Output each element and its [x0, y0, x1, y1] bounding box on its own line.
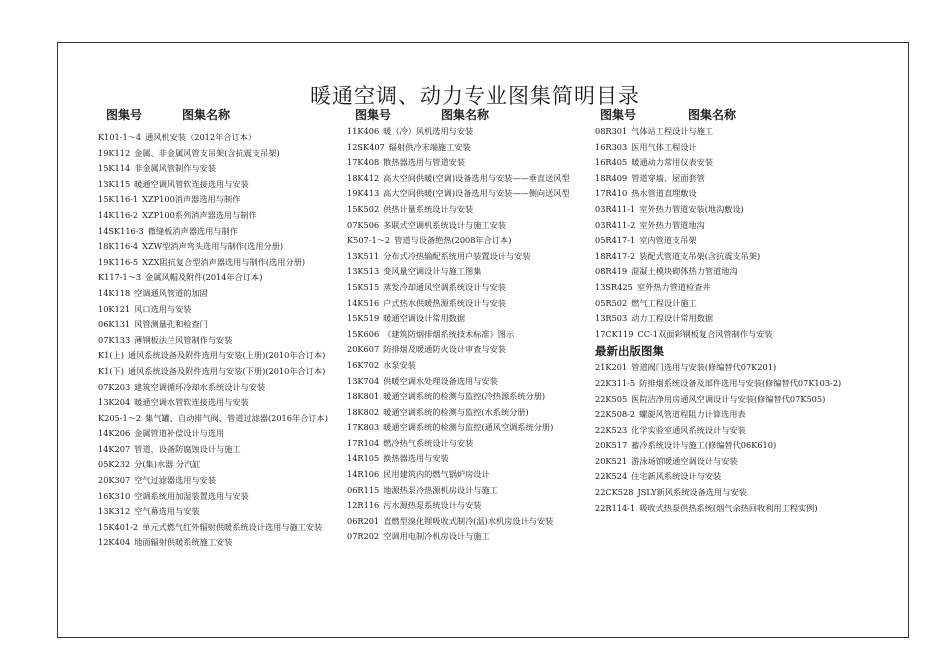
catalog-entry	[347, 498, 570, 514]
atlas-name: 单元式燃气红外辐射供暖系统设计选用与施工安装	[142, 521, 323, 532]
atlas-name: 通风机安装（2012年合订本）	[145, 132, 257, 142]
atlas-number: 17K803	[347, 422, 380, 433]
catalog-entry	[347, 420, 570, 436]
atlas-name: 空气幕选用与安装	[134, 506, 200, 517]
atlas-name: CC-1双面彩钢板复合风管制作与安装	[637, 328, 773, 339]
column-3-name-header: 图集名称	[688, 108, 737, 122]
atlas-name: 风管测量孔和检查门	[134, 319, 208, 330]
catalog-entry	[595, 469, 841, 485]
column-3-code-header: 图集号	[600, 108, 637, 122]
atlas-number: 18K412	[347, 172, 380, 183]
catalog-entry	[98, 535, 328, 551]
atlas-name: 暖通空调设计常用数据	[383, 313, 466, 324]
atlas-number: 18R417-2	[595, 250, 636, 261]
atlas-number: K1(下)	[98, 365, 124, 376]
catalog-entry	[98, 457, 328, 473]
atlas-number: 20K521	[595, 455, 628, 466]
catalog-entry	[98, 395, 328, 411]
atlas-name: 管道、设备防腐蚀设计与施工	[134, 443, 241, 454]
atlas-name: 分布式冷热输配系统用户装置设计与安装	[383, 250, 531, 261]
catalog-entry	[347, 483, 570, 499]
atlas-number: 17K408	[347, 157, 380, 168]
atlas-number: K117-1～3	[98, 272, 142, 283]
catalog-entry	[98, 239, 328, 255]
catalog-entry	[595, 311, 841, 327]
catalog-entry	[347, 467, 570, 483]
catalog-entry	[595, 360, 841, 376]
atlas-name: 气体站工程设计与施工	[631, 126, 714, 136]
atlas-name: 分(集)水器 分汽缸	[134, 459, 201, 470]
atlas-number: 21K201	[595, 362, 628, 373]
atlas-number: 16R405	[595, 157, 628, 168]
atlas-name: 辐射供冷末端施工安装	[388, 141, 471, 152]
catalog-entry	[347, 389, 570, 405]
atlas-name: 室内管道支吊架	[639, 235, 697, 246]
atlas-number: 07K133	[98, 334, 131, 345]
atlas-number: 20K307	[98, 475, 131, 486]
atlas-name: XZW型消声弯头选用与制作(选用分册)	[142, 241, 284, 252]
atlas-number: 22K524	[595, 471, 628, 482]
catalog-entry	[595, 171, 841, 187]
catalog-entry	[98, 473, 328, 489]
catalog-entry	[347, 358, 570, 374]
atlas-name: 高大空间供暖(空调)设备选用与安装——侧向送风型	[383, 188, 570, 199]
atlas-name: 供暖空调水处理设备选用与安装	[383, 375, 498, 386]
atlas-number: 16K702	[347, 359, 380, 370]
atlas-name: 管道穿墙、屋面套管	[631, 172, 705, 183]
atlas-number: K507-1～2	[347, 235, 391, 246]
atlas-number: K205-1～2	[98, 412, 142, 423]
atlas-name: 暖（冷）风机选用与安装	[383, 126, 474, 136]
atlas-number: 07K506	[347, 219, 380, 230]
catalog-entry	[347, 327, 570, 343]
atlas-name: 医院洁净用房通风空调设计与安装(修编替代07K505)	[631, 393, 826, 404]
catalog-entry	[595, 264, 841, 280]
atlas-name: 防排烟系统设备及部件选用与安装(修编替代07K103-2)	[639, 377, 842, 388]
atlas-name: 室外热力管道检查井	[636, 281, 711, 292]
catalog-column-3	[595, 124, 841, 516]
atlas-number: 13K312	[98, 506, 131, 517]
catalog-entry	[595, 485, 841, 501]
atlas-number: 19K116-5	[98, 256, 139, 267]
atlas-number: 11K406	[347, 126, 380, 136]
atlas-name: 暖通动力常用仪表安装	[631, 157, 714, 168]
atlas-number: 22K311-5	[595, 377, 636, 388]
catalog-entry	[98, 348, 328, 364]
atlas-name: 通风系统设备及附件选用与安装(上册)(2010年合订本)	[127, 350, 326, 361]
atlas-name: 螺旋风管道程阻力计算选用表	[639, 409, 746, 420]
atlas-number: 22K523	[595, 424, 628, 435]
atlas-name: 吸收式热泵供热系统(烟气余热回收利用工程实例)	[639, 502, 818, 513]
atlas-name: 直燃型溴化锂吸收式制冷(温)水机房设计与安装	[383, 515, 554, 526]
atlas-number: 05R502	[595, 297, 628, 308]
catalog-entry	[98, 380, 328, 396]
atlas-name: XZP100系列消声器选用与制作	[142, 209, 257, 220]
catalog-entry	[595, 249, 841, 265]
catalog-column-1	[98, 130, 328, 551]
atlas-name: 动力工程设计常用数据	[631, 313, 714, 324]
atlas-name: 管道阀门选用与安装(修编替代07K201)	[631, 362, 777, 373]
catalog-entry	[347, 436, 570, 452]
catalog-column-2	[347, 124, 570, 545]
atlas-number: 18K801	[347, 391, 380, 402]
atlas-number: 03R411-1	[595, 203, 636, 214]
catalog-entry	[595, 454, 841, 470]
atlas-name: 暖通空调风管软连接选用与安装	[134, 178, 249, 189]
atlas-name: 高大空间供暖(空调)设备选用与安装——垂直送风型	[383, 172, 570, 183]
catalog-entry	[98, 442, 328, 458]
catalog-entry	[98, 255, 328, 271]
atlas-number: 14K207	[98, 443, 131, 454]
catalog-entry	[595, 186, 841, 202]
catalog-entry	[347, 155, 570, 171]
atlas-number: 05K232	[98, 459, 131, 470]
atlas-number: 13K511	[347, 250, 380, 261]
atlas-number: K101-1～4	[98, 132, 142, 142]
atlas-number: 15K519	[347, 313, 380, 324]
column-1-code-header: 图集号	[106, 108, 143, 122]
catalog-entry	[347, 249, 570, 265]
catalog-entry	[347, 514, 570, 530]
atlas-number: 06R201	[347, 515, 380, 526]
catalog-entry	[595, 233, 841, 249]
catalog-entry	[347, 171, 570, 187]
catalog-entry	[595, 327, 841, 343]
atlas-number: 18K116-4	[98, 241, 139, 252]
atlas-name: 室外热力管道安装(地沟敷设)	[639, 203, 744, 214]
atlas-number: 20K607	[347, 344, 380, 355]
atlas-name: 燃冷热气系统设计与安装	[383, 437, 474, 448]
atlas-name: 暖通空调系统的检测与监控(冷热源系统分册)	[383, 391, 546, 402]
catalog-entry	[98, 224, 328, 240]
atlas-name: 金属管道补偿设计与选用	[134, 428, 225, 439]
atlas-number: 15K515	[347, 281, 380, 292]
atlas-number: 15K116-1	[98, 194, 139, 205]
catalog-entry	[98, 426, 328, 442]
atlas-name: XZX阻抗复合型消声器选用与制作(选用分册)	[142, 256, 306, 267]
atlas-number: 15K502	[347, 203, 380, 214]
catalog-entry	[98, 317, 328, 333]
catalog-entry	[595, 423, 841, 439]
atlas-name: 暖通空调系统的检测与监控(水系统分册)	[383, 406, 529, 417]
catalog-entry	[347, 342, 570, 358]
atlas-number: 07K203	[98, 381, 131, 392]
catalog-entry	[98, 520, 328, 536]
atlas-number: 14K116-2	[98, 209, 139, 220]
atlas-number: 14SK116-3	[98, 225, 144, 236]
section-heading: 最新出版图集	[595, 344, 664, 359]
atlas-name: 变风量空调设计与施工图集	[383, 266, 482, 277]
atlas-number: 17R104	[347, 437, 380, 448]
catalog-entry	[98, 208, 328, 224]
catalog-entry	[98, 411, 328, 427]
catalog-entry	[347, 124, 570, 140]
atlas-number: 13K204	[98, 397, 131, 408]
catalog-entry	[347, 405, 570, 421]
catalog-entry	[98, 333, 328, 349]
atlas-name: 热水管道直埋敷设	[631, 188, 697, 199]
atlas-number: 07R202	[347, 531, 380, 542]
atlas-name: 游泳场馆暖通空调设计与安装	[631, 455, 738, 466]
atlas-number: 15K114	[98, 163, 131, 174]
atlas-number: 22R114-1	[595, 502, 636, 513]
atlas-name: 化学实验室通风系统设计与安装	[631, 424, 746, 435]
atlas-name: 地面辐射供暖系统施工安装	[134, 537, 233, 548]
catalog-entry	[595, 438, 841, 454]
atlas-name: 室外热力管道地沟	[639, 219, 705, 230]
atlas-number: 10K121	[98, 303, 131, 314]
atlas-name: 燃气工程设计施工	[631, 297, 697, 308]
atlas-name: 管道与设备绝热(2008年合订本)	[394, 235, 512, 246]
catalog-entry	[98, 192, 328, 208]
catalog-entry	[98, 177, 328, 193]
catalog-entry	[595, 296, 841, 312]
atlas-name: 金属、非金属风管支吊架(含抗震支吊架)	[134, 147, 280, 158]
atlas-number: 16R303	[595, 141, 628, 152]
atlas-name: 蓄冷系统设计与施工(修编替代06K610)	[631, 440, 777, 451]
atlas-name: 污水源热泵系统设计与安装	[383, 500, 482, 511]
atlas-number: 14R106	[347, 469, 380, 480]
atlas-number: 13K513	[347, 266, 380, 277]
atlas-number: 19K413	[347, 188, 380, 199]
atlas-number: 14K118	[98, 287, 131, 298]
catalog-entry	[98, 146, 328, 162]
atlas-name: 供热计量系统设计与安装	[383, 203, 474, 214]
atlas-name: 防排烟及暖通防火设计审查与安装	[383, 344, 506, 355]
atlas-number: 16K310	[98, 490, 131, 501]
catalog-entry	[347, 280, 570, 296]
catalog-entry	[98, 130, 328, 146]
catalog-entry	[595, 218, 841, 234]
atlas-name: 非金属风管制作与安装	[134, 163, 217, 174]
catalog-entry	[98, 504, 328, 520]
atlas-name: 集气罐、自动排气阀、管道过滤器(2016年合订本)	[145, 412, 328, 423]
atlas-number: 13R503	[595, 313, 628, 324]
catalog-entry	[347, 186, 570, 202]
atlas-number: 06R115	[347, 484, 380, 495]
catalog-entry	[347, 264, 570, 280]
atlas-number: 15K401-2	[98, 521, 139, 532]
atlas-name: 金属风帽及附件(2014年合订本)	[145, 272, 263, 283]
catalog-entry	[347, 296, 570, 312]
catalog-entry	[595, 280, 841, 296]
atlas-number: 15K606	[347, 328, 380, 339]
atlas-number: 06K131	[98, 319, 131, 330]
catalog-entry	[98, 161, 328, 177]
atlas-number: 17R410	[595, 188, 628, 199]
atlas-name: 薄钢板法兰风管制作与安装	[134, 334, 233, 345]
atlas-number: 20K517	[595, 440, 628, 451]
atlas-name: 地源热泵冷热源机房设计与施工	[383, 484, 498, 495]
atlas-name: 换热器选用与安装	[383, 453, 449, 464]
catalog-entry	[595, 140, 841, 156]
atlas-name: 微缝板消声器选用与制作	[147, 225, 238, 236]
atlas-name: 民用建筑内的燃气锅炉房设计	[383, 469, 490, 480]
atlas-name: 蒸发冷却通风空调系统设计与安装	[383, 281, 506, 292]
catalog-entry	[98, 364, 328, 380]
atlas-number: 13SR425	[595, 281, 633, 292]
catalog-entry	[347, 374, 570, 390]
catalog-entry	[98, 286, 328, 302]
atlas-number: 08R301	[595, 126, 628, 136]
atlas-name: 散热器选用与管道安装	[383, 157, 466, 168]
atlas-number: 08R419	[595, 266, 628, 277]
atlas-name: 通风系统设备及附件选用与安装(下册)(2010年合订本)	[127, 365, 326, 376]
atlas-name: 空调系统用加湿装置选用与安装	[134, 490, 249, 501]
atlas-number: 03R411-2	[595, 219, 636, 230]
atlas-number: 14K206	[98, 428, 131, 439]
column-1-name-header: 图集名称	[182, 108, 231, 122]
atlas-number: 18R409	[595, 172, 628, 183]
page-title: 暖通空调、动力专业图集简明目录	[310, 84, 640, 108]
atlas-number: 14K516	[347, 297, 380, 308]
atlas-name: 暖通空调系统的检测与监控(通风空调系统分册)	[383, 422, 554, 433]
atlas-number: 12SK407	[347, 141, 385, 152]
atlas-number: 05R417-1	[595, 235, 636, 246]
atlas-number: 14R105	[347, 453, 380, 464]
catalog-entry	[347, 529, 570, 545]
catalog-entry	[595, 155, 841, 171]
catalog-entry	[347, 202, 570, 218]
catalog-entry	[595, 501, 841, 517]
atlas-name: 混凝土模块砌体热力管道地沟	[631, 266, 738, 277]
catalog-entry	[98, 302, 328, 318]
atlas-name: 风口选用与安装	[134, 303, 192, 314]
atlas-number: 12R116	[347, 500, 380, 511]
atlas-name: 暖通空调水管软连接选用与安装	[134, 397, 249, 408]
atlas-number: 22K508-2	[595, 409, 636, 420]
atlas-name: 建筑空调循环冷却水系统设计与安装	[134, 381, 266, 392]
atlas-name: JSLY新风系统设备选用与安装	[637, 487, 747, 498]
atlas-number: 22K505	[595, 393, 628, 404]
atlas-name: XZP100消声器选用与制作	[142, 194, 241, 205]
atlas-name: 空调通风管道的加固	[134, 287, 208, 298]
atlas-name: 户式热水供暖热源系统设计与安装	[383, 297, 506, 308]
catalog-entry	[347, 451, 570, 467]
catalog-entry	[347, 233, 570, 249]
catalog-entry	[595, 376, 841, 392]
column-2-name-header: 图集名称	[441, 108, 490, 122]
atlas-number: 13K704	[347, 375, 380, 386]
catalog-entry	[347, 140, 570, 156]
catalog-entry	[595, 407, 841, 423]
atlas-name: 住宅新风系统设计与安装	[631, 471, 722, 482]
atlas-name: 多联式空调机系统设计与施工安装	[383, 219, 506, 230]
atlas-number: 12K404	[98, 537, 131, 548]
catalog-entry	[98, 489, 328, 505]
column-2-code-header: 图集号	[355, 108, 392, 122]
catalog-entry	[595, 392, 841, 408]
catalog-entry	[347, 311, 570, 327]
atlas-number: 22CK528	[595, 487, 634, 498]
catalog-entry	[595, 202, 841, 218]
atlas-name: 水泵安装	[383, 359, 416, 370]
catalog-entry	[595, 124, 841, 140]
atlas-number: K1(上)	[98, 350, 124, 361]
atlas-number: 17CK119	[595, 328, 634, 339]
atlas-name: 装配式管道支吊架(含抗震支吊架)	[639, 250, 761, 261]
catalog-entry	[347, 218, 570, 234]
atlas-number: 19K112	[98, 147, 131, 158]
atlas-number: 18K802	[347, 406, 380, 417]
atlas-name: 医用气体工程设计	[631, 141, 697, 152]
atlas-name: 《建筑防烟排烟系统技术标准》图示	[383, 328, 515, 339]
atlas-number: 13K115	[98, 178, 131, 189]
atlas-name: 空气过滤器选用与安装	[134, 475, 217, 486]
atlas-name: 空调用电制冷机房设计与施工	[383, 531, 490, 542]
catalog-entry	[98, 270, 328, 286]
